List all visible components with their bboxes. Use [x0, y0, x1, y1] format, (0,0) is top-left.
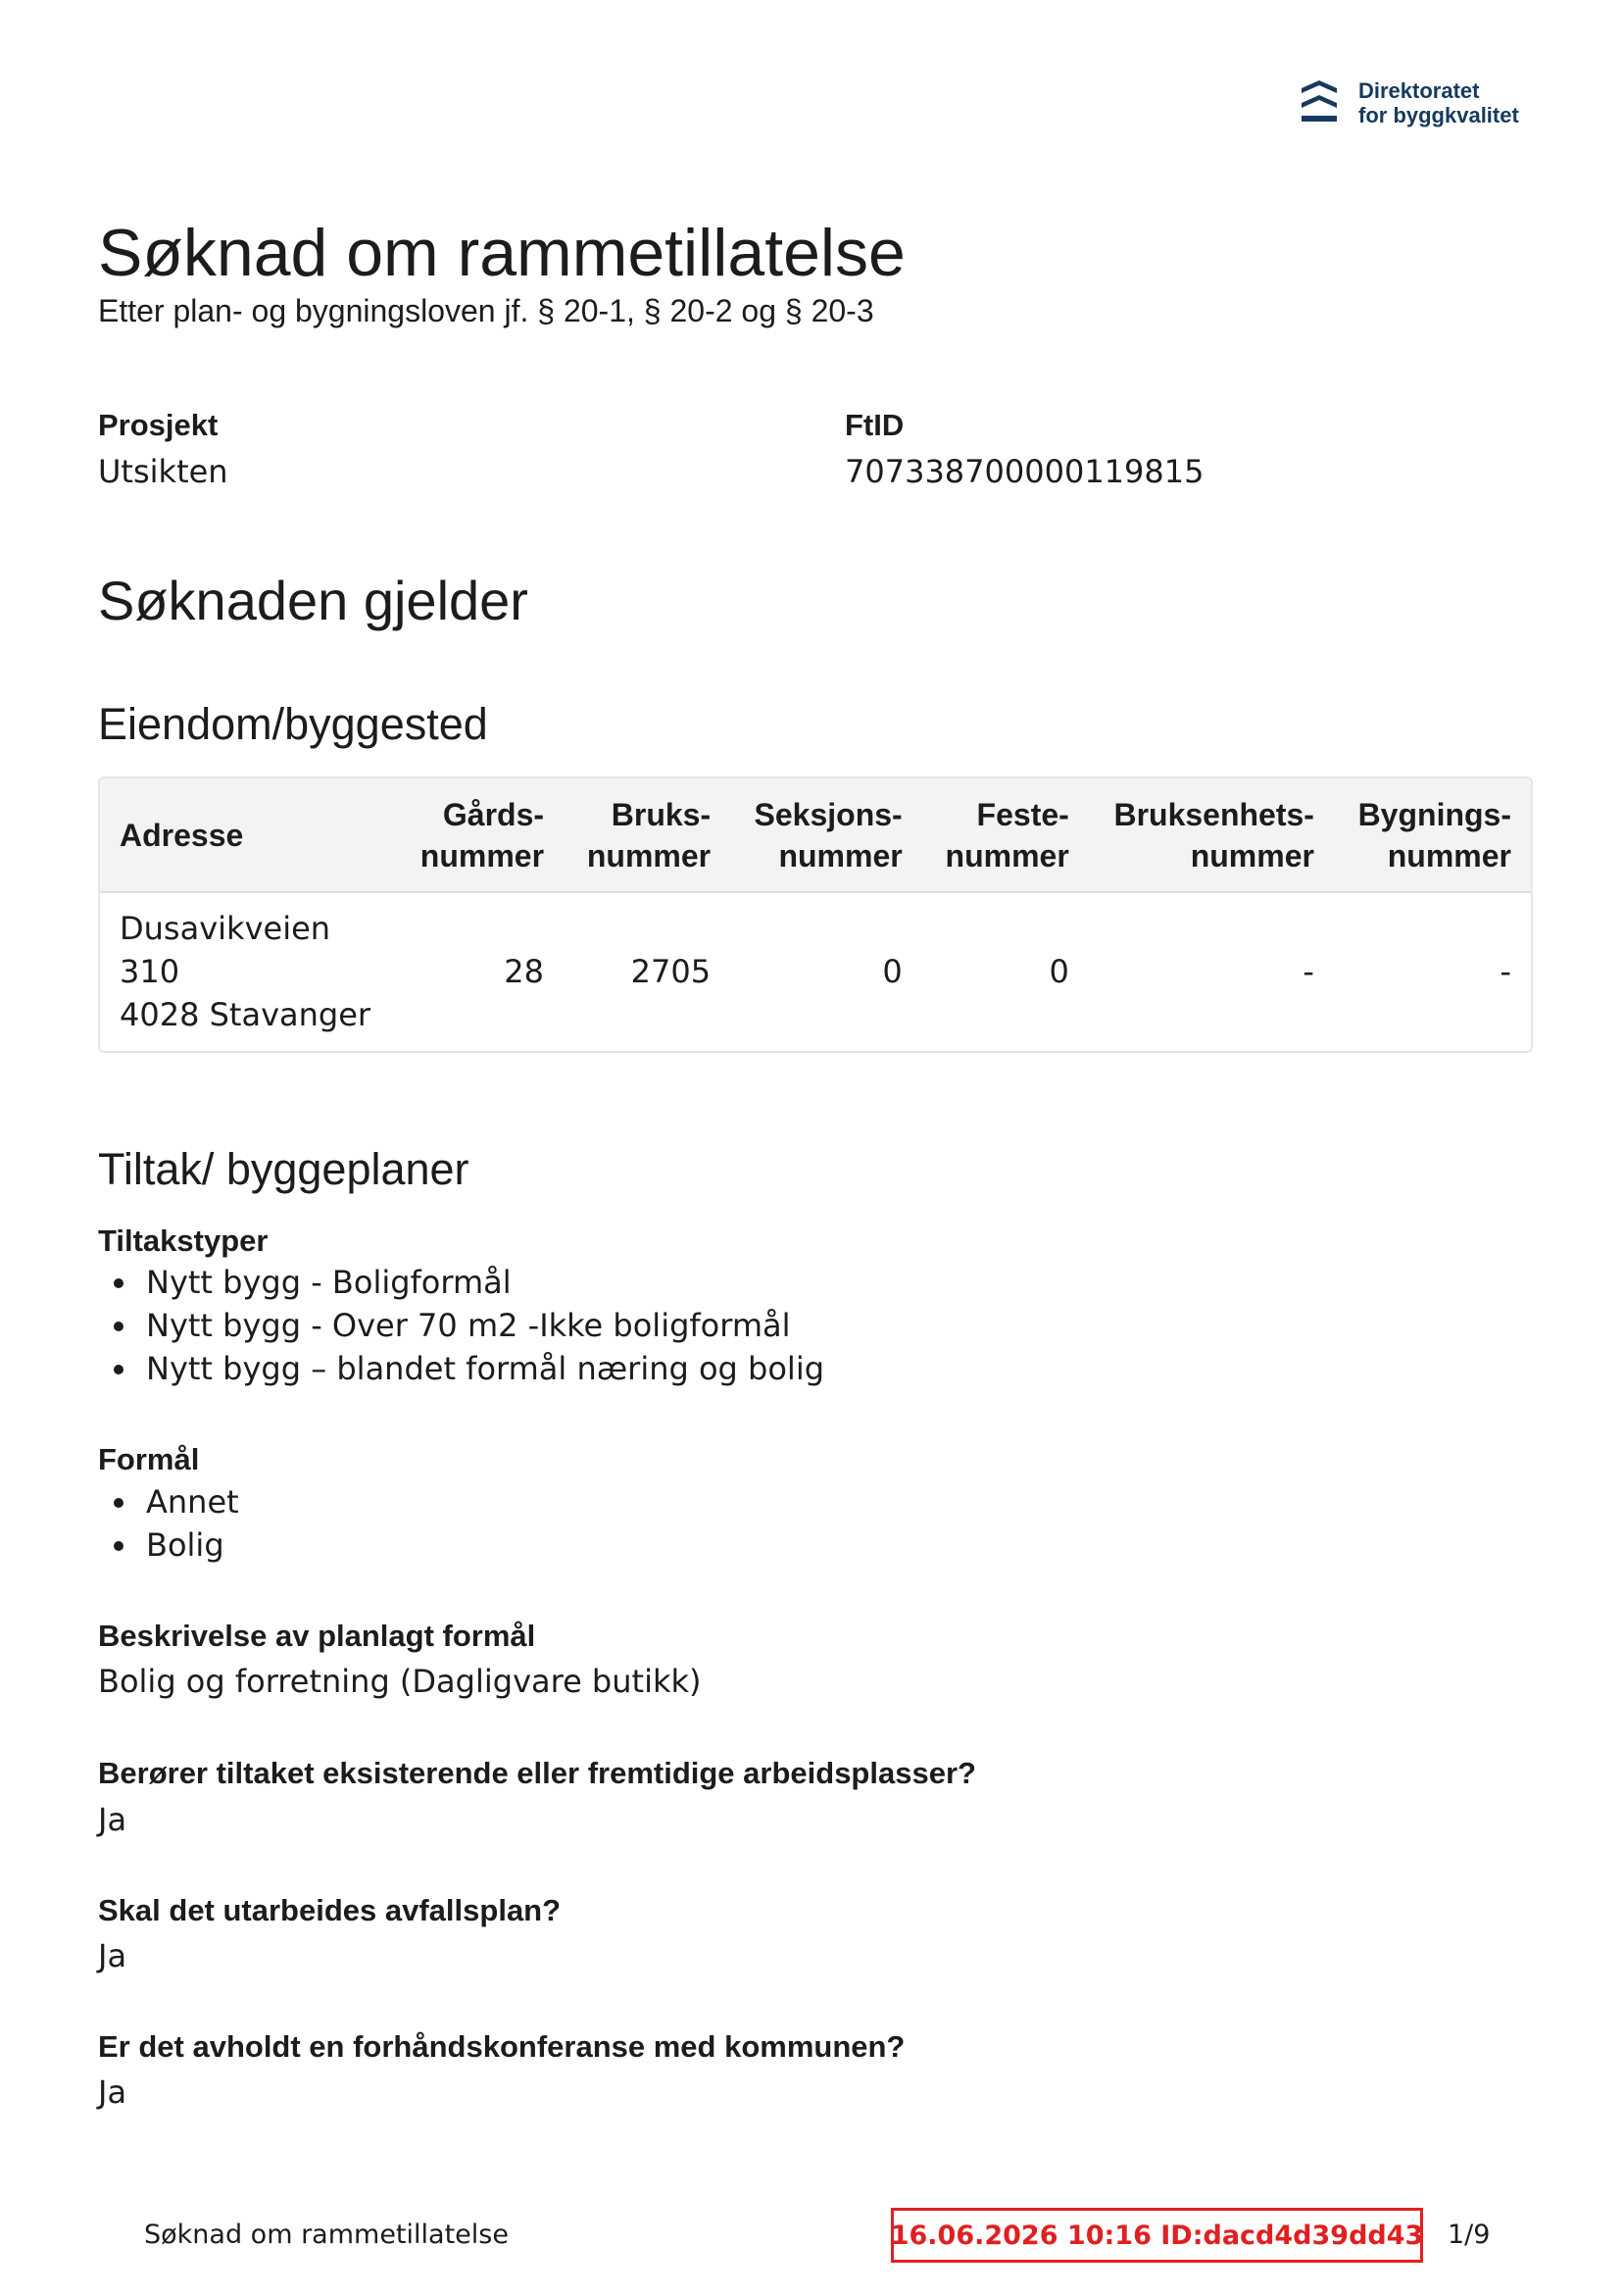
col-header-gardsnummer	[397, 778, 564, 892]
col-header-line2: nummer	[945, 837, 1069, 873]
project-label: Prosjekt	[98, 408, 219, 442]
section-heading: Søknaden gjelder	[98, 570, 528, 631]
cell-seksjonsnummer: 0	[882, 952, 903, 990]
list-item: Annet	[146, 1480, 239, 1523]
cell-bruksnummer: 2705	[630, 952, 712, 990]
cell-address	[100, 892, 397, 1049]
address-line: 4028 Stavanger	[120, 995, 371, 1033]
col-header-line2: nummer	[586, 837, 712, 873]
col-header-festenummer	[922, 778, 1089, 892]
page-title: Søknad om rammetillatelse	[98, 216, 906, 290]
measure-types-label: Tiltakstyper	[98, 1223, 269, 1258]
chevron-logo-icon	[1300, 78, 1339, 125]
list-item: Nytt bygg – blandet formål næring og bolig	[146, 1347, 824, 1390]
measure-types-list	[98, 1261, 824, 1390]
logo-line-2: for byggkvalitet	[1358, 103, 1519, 127]
table-row	[100, 892, 1531, 1049]
col-header-text: Adresse	[120, 817, 244, 853]
list-item: Nytt bygg - Over 70 m2 -Ikke boligformål	[146, 1304, 824, 1347]
purpose-list	[98, 1480, 239, 1567]
workplaces-question: Berører tiltaket eksisterende eller fremtidige arbeidsplasser?	[98, 1756, 976, 1790]
ftid-label: FtID	[845, 408, 905, 442]
col-header-line1: Seksjons-	[754, 796, 903, 832]
logo	[1300, 78, 1554, 127]
preconference-question: Er det avholdt en forhåndskonferanse med kommunen?	[98, 2029, 906, 2064]
purpose-label: Formål	[98, 1442, 200, 1476]
list-item: Nytt bygg - Boligformål	[146, 1261, 824, 1304]
col-header-seksjonsnummer	[730, 778, 922, 892]
project-value: Utsikten	[98, 453, 228, 490]
page-subtitle: Etter plan- og bygningsloven jf. § 20-1, § 20-2 og § 20-3	[98, 293, 874, 328]
address-line: Dusavikveien	[120, 909, 331, 947]
col-header-line2: nummer	[1387, 837, 1511, 873]
col-header-line2: nummer	[778, 837, 903, 873]
description-label: Beskrivelse av planlagt formål	[98, 1619, 536, 1653]
col-header-line2: nummer	[1190, 837, 1314, 873]
logo-line-1: Direktoratet	[1358, 78, 1480, 103]
col-header-bruksenhetsnummer	[1089, 778, 1334, 892]
preconference-answer: Ja	[98, 2073, 127, 2111]
cell-gardsnummer: 28	[504, 952, 545, 990]
col-header-line1: Gårds-	[442, 796, 545, 832]
cell-festenummer: 0	[1049, 952, 1069, 990]
property-heading: Eiendom/byggested	[98, 699, 488, 749]
address-line: 310	[120, 952, 180, 990]
timestamp-stamp: 16.06.2026 10:16 ID:dacd4d39dd43	[891, 2208, 1423, 2263]
measures-heading: Tiltak/ byggeplaner	[98, 1144, 469, 1194]
waste-plan-question: Skal det utarbeides avfallsplan?	[98, 1893, 562, 1927]
col-header-line1: Bruksenhets-	[1113, 796, 1314, 832]
col-header-line1: Bruks-	[611, 796, 712, 832]
col-header-line1: Bygnings-	[1357, 796, 1511, 832]
col-header-line2: nummer	[419, 837, 545, 873]
property-table	[98, 776, 1533, 1053]
list-item: Bolig	[146, 1523, 239, 1567]
col-header-line1: Feste-	[976, 796, 1069, 832]
workplaces-answer: Ja	[98, 1801, 127, 1838]
page-number: 1/9	[1448, 2220, 1491, 2250]
description-value: Bolig og forretning (Dagligvare butikk)	[98, 1663, 702, 1700]
footer-doc-name: Søknad om rammetillatelse	[144, 2220, 509, 2250]
logo-text	[1358, 78, 1519, 127]
cell-bruksenhetsnummer: -	[1303, 952, 1314, 990]
col-header-bruksnummer	[564, 778, 730, 892]
cell-bygningsnummer: -	[1500, 952, 1511, 990]
col-header-adresse	[100, 778, 397, 892]
ftid-value: 707338700000119815	[845, 453, 1205, 490]
waste-plan-answer: Ja	[98, 1937, 127, 1974]
table-header-row	[100, 778, 1531, 892]
col-header-bygningsnummer	[1334, 778, 1531, 892]
